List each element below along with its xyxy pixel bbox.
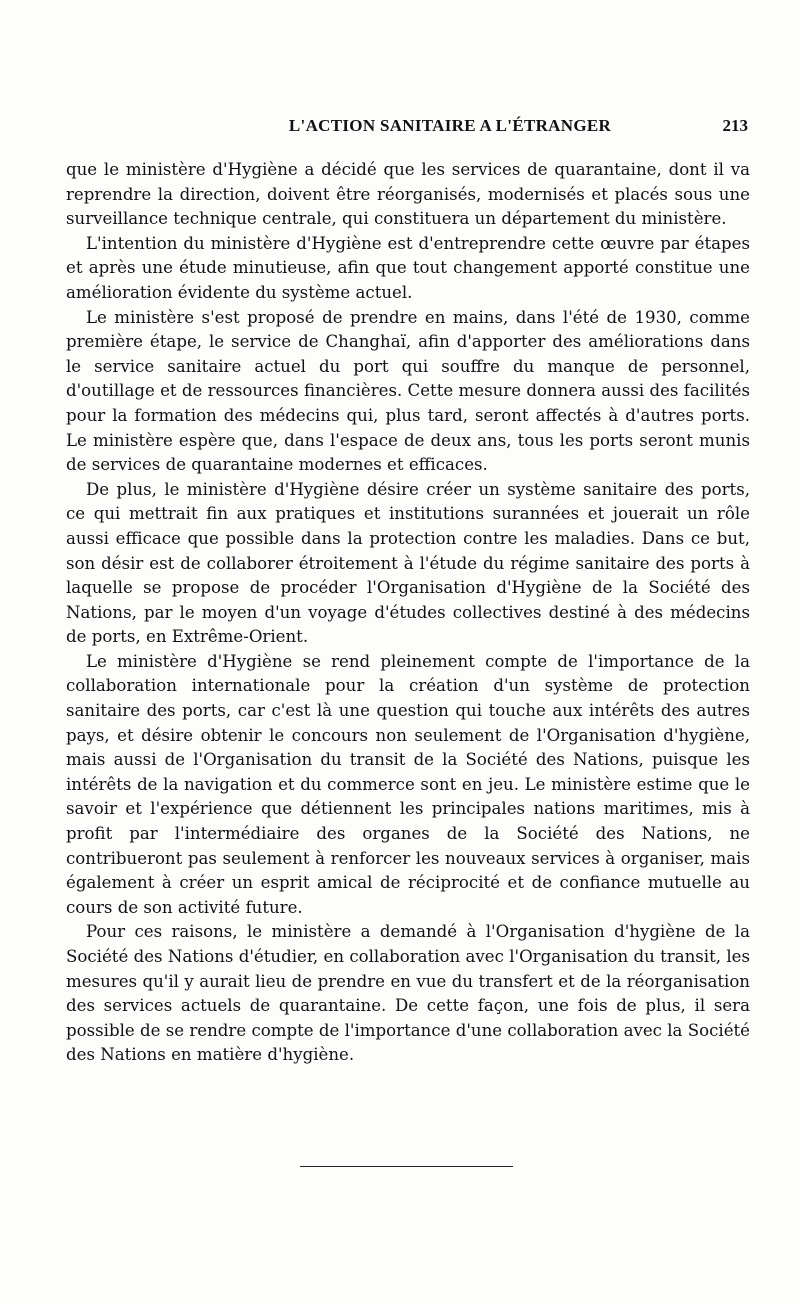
- body-text: [66, 158, 750, 1068]
- paragraph-changhai: Le ministère s'est proposé de prendre en mains, dans l'été de 1930, comme première étape, le service de Changhaï, afin d'apporter des améliorations dans le service sanitaire actuel du port qui souffre du manque de personnel, d'outillage et de ressources financières. Cette mesure donnera aussi des facilités pour la formation des médecins qui, plus tard, seront affectés à d'autres ports. Le ministère espère que, dans l'espace de deux ans, tous les ports seront munis de services de quarantaine modernes et efficaces.: [66, 307, 750, 475]
- paragraph-reasons: Pour ces raisons, le ministère a demandé à l'Organisation d'hygiène de la Société des Nations d'étudier, en collaboration avec l'Organisation du transit, les mesures qu'il y aurait lieu de prendre en vue du transfert et de la réorganisation des services actuels de quarantaine. De cette façon, une fois de plus, il sera possible de se rendre compte de l'importance d'une collaboration avec la Société des Nations en matière d'hygiène.: [66, 922, 750, 1065]
- page-header: [70, 112, 750, 142]
- running-title: L'ACTION SANITAIRE A L'ÉTRANGER: [288, 116, 612, 135]
- paragraph-international-collaboration: Le ministère d'Hygiène se rend pleinement compte de l'importance de la collaboration internationale pour la création d'un système de protection sanitaire des ports, car c'est là une question qui touche aux intérêts des autres pays, et désire obtenir le concours non seulement de l'Organisation d'hygiène, mais aussi de l'Organisation du transit de la Société des Nations, puisque les intérêts de la navigation et du commerce sont en jeu. Le ministère estime que le savoir et l'expérience que détiennent les principales nations maritimes, mis à profit par l'intermédiaire des organes de la Société des Nations, ne contribueront pas seulement à renforcer les nouveaux services à organiser, mais également à créer un esprit amical de réciprocité et de confiance mutuelle au cours de son activité future.: [66, 651, 750, 917]
- page-number: 213: [722, 116, 748, 135]
- paragraph-port-system: De plus, le ministère d'Hygiène désire créer un système sanitaire des ports, ce qui mettrait fin aux pratiques et institutions surannées et jouerait un rôle aussi efficace que possible dans la protection contre les maladies. Dans ce but, son désir est de collaborer étroitement à l'étude du régime sanitaire des ports à laquelle se propose de procéder l'Organisation d'Hygiène de la Société des Nations, par le moyen d'un voyage d'études collectives destiné à des médecins de ports, en Extrême-Orient.: [66, 479, 750, 647]
- paragraph-continuation: que le ministère d'Hygiène a décidé que les services de quarantaine, dont il va reprendre la direction, doivent être réorganisés, modernisés et placés sous une surveillance technique centrale, qui constituera un département du ministère.: [66, 160, 750, 229]
- paragraph-intention: L'intention du ministère d'Hygiène est d'entreprendre cette œuvre par étapes et après une étude minutieuse, afin que tout changement apporté constitue une amélioration évidente du système actuel.: [66, 233, 750, 302]
- section-end-rule: [300, 1166, 513, 1167]
